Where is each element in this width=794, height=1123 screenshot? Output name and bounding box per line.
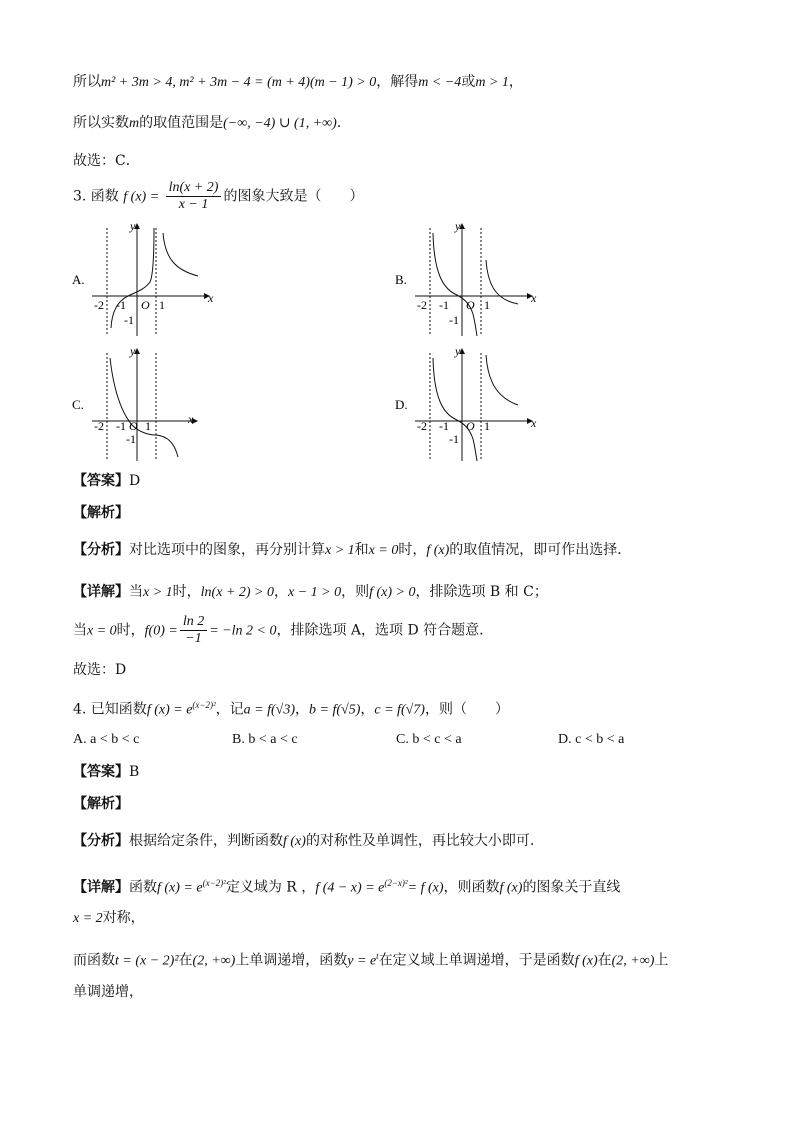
text: 的对称性及单调性，再比较大小即可.: [305, 833, 535, 849]
math-expression: (−∞, −4) ∪ (1, +∞): [223, 116, 337, 131]
math-expression: f (x): [499, 880, 523, 896]
math-expression: y = e: [347, 953, 377, 969]
tick-label: -1: [439, 298, 449, 312]
detail-tag: 【详解】: [73, 584, 129, 600]
text: 3. 函数: [73, 188, 119, 205]
math-expression: = f (x): [407, 880, 444, 896]
text: 时，: [398, 542, 427, 558]
math-expression: a = f(√3): [243, 702, 296, 718]
text: 而函数: [73, 952, 115, 969]
exponent: t: [376, 951, 379, 961]
math-expression: f (x) = e: [146, 702, 193, 718]
math-expression: x = 2: [73, 911, 103, 926]
detail-4-line-4: 单调递增，: [73, 984, 143, 1000]
detail-3-line-2: [73, 614, 484, 648]
option-letter: C.: [72, 397, 84, 412]
answer-4: [73, 762, 139, 782]
x-label: x: [531, 291, 537, 305]
text: 函数: [129, 879, 157, 896]
math-expression: f (4 − x) = e: [315, 880, 385, 896]
text: 在: [178, 952, 193, 969]
option-d: D. c < b < a: [558, 732, 625, 747]
tick-label: -1: [439, 419, 449, 433]
text: 的图象大致是（ ）: [223, 188, 364, 205]
math-expression: m > 1: [475, 75, 509, 90]
tick-label: -1: [449, 432, 459, 446]
text: 或: [461, 74, 476, 90]
curve: [110, 358, 178, 457]
math-expression: f(0) =: [144, 623, 178, 639]
text: ．: [336, 115, 351, 131]
detail-tag: 【详解】: [73, 879, 129, 896]
x-label: x: [208, 291, 214, 305]
analysis-tag: 【分析】: [73, 542, 129, 558]
analysis-tag: 【分析】: [73, 833, 129, 849]
math-expression: m: [129, 116, 140, 131]
math-expression: = −ln 2 < 0: [209, 623, 277, 639]
answer-tag: 【答案】: [73, 473, 129, 489]
math-expression: c = f(√7): [374, 702, 425, 718]
math-expression: m² + 3m > 4, m² + 3m − 4 = (m + 4)(m − 1) > 0: [101, 75, 377, 90]
text: 对称，: [102, 910, 145, 926]
numerator: ln 2: [180, 614, 207, 631]
tick-label: -2: [94, 298, 104, 312]
graph-option-c: [70, 343, 220, 463]
tick-label: 1: [145, 419, 151, 433]
text: 的图象关于直线: [522, 879, 621, 896]
question-3: [73, 180, 363, 214]
exponent: (x−2)²: [202, 878, 226, 888]
fraction: [180, 614, 207, 647]
math-expression: x = 0: [87, 623, 117, 639]
option-a: A. a < b < c: [73, 732, 140, 747]
text: 的取值范围是: [139, 115, 224, 131]
analysis-4: [73, 831, 534, 852]
solution-line-1: [73, 72, 523, 93]
math-expression: ln(x + 2) > 0: [200, 585, 274, 600]
answer-tag: 【答案】: [73, 764, 129, 780]
math-expression: (2, +∞): [192, 953, 236, 969]
x-label: x: [188, 412, 194, 426]
text: 定义域为 R ，: [225, 879, 316, 896]
math-expression: f (x) = e: [157, 880, 203, 896]
math-expression: f (x): [426, 543, 450, 558]
math-expression: x = 0: [368, 543, 399, 558]
choice-line-2: 故选：C．: [73, 153, 140, 169]
math-expression: f (x) =: [123, 189, 160, 205]
question-4: [73, 695, 509, 721]
math-expression: x − 1 > 0: [288, 585, 342, 600]
y-label: y: [130, 219, 136, 233]
text: 4. 已知函数: [73, 701, 147, 718]
text: ，: [295, 701, 310, 718]
origin-label: O: [466, 419, 475, 433]
analysis-3: [73, 540, 631, 561]
text: ，排除选项 B 和 C；: [415, 584, 548, 600]
math-expression: x > 1: [325, 543, 355, 558]
tick-label: -1: [126, 432, 136, 446]
tick-label: -2: [417, 419, 427, 433]
text: 根据给定条件，判断函数: [129, 833, 283, 849]
exponent: (2−x)²: [384, 878, 408, 888]
text: 对比选项中的图象，再分别计算: [129, 542, 325, 558]
text: 在定义域上单调递增，于是函数: [378, 952, 575, 969]
tick-label: -1: [116, 298, 126, 312]
text: 的取值情况，即可作出选择．: [449, 542, 632, 558]
answer-3: [73, 471, 140, 491]
numerator: ln(x + 2): [166, 180, 222, 197]
math-expression: x > 1: [143, 585, 173, 600]
math-expression: m < −4: [418, 75, 462, 90]
denominator: −1: [185, 631, 202, 646]
answer-value: B: [129, 764, 140, 780]
choice-line-3: 故选：D: [73, 662, 127, 678]
curve-right: [163, 233, 198, 276]
text: ，则函数: [443, 879, 500, 896]
math-expression: f (x) > 0: [369, 585, 416, 600]
text: 上: [654, 952, 669, 969]
tick-label: -1: [116, 419, 126, 433]
analysis-heading-3: 【解析】: [73, 505, 129, 521]
text: 当: [129, 584, 143, 600]
math-expression: f (x): [574, 953, 598, 969]
tick-label: -2: [94, 419, 104, 433]
x-label: x: [531, 416, 537, 430]
text: ，记: [215, 701, 244, 718]
text: ，: [274, 584, 288, 600]
text: ，: [360, 701, 375, 718]
origin-label: O: [129, 419, 138, 433]
fraction: [166, 180, 222, 213]
text: 所以: [73, 74, 101, 90]
tick-label: -1: [124, 313, 134, 327]
tick-label: 1: [159, 298, 165, 312]
option-b: B. b < a < c: [232, 732, 298, 747]
detail-3-line-1: [73, 582, 548, 603]
math-expression: b = f(√5): [309, 702, 361, 718]
detail-4-line-2: [73, 908, 145, 929]
graph-option-b: [393, 218, 543, 338]
option-letter: B.: [395, 272, 407, 287]
tick-label: 1: [484, 419, 490, 433]
option-letter: D.: [395, 397, 408, 412]
detail-4-line-1: [73, 873, 620, 899]
exponent: (x−2)²: [192, 700, 216, 710]
option-letter: A.: [72, 272, 85, 287]
text: 上单调递增，函数: [235, 952, 348, 969]
text: 当: [73, 622, 87, 639]
solution-line-2: [73, 113, 351, 134]
option-c: C. b < c < a: [396, 732, 462, 747]
text: ，排除选项 A，选项 D 符合题意.: [276, 622, 484, 639]
curve-right: [486, 260, 518, 304]
y-label: y: [455, 219, 461, 233]
math-expression: t = (x − 2)²: [115, 953, 179, 969]
origin-label: O: [141, 298, 150, 312]
text: 和: [354, 542, 369, 558]
denominator: x − 1: [178, 197, 209, 212]
text: ，: [508, 74, 523, 90]
tick-label: -2: [417, 298, 427, 312]
curve-right: [486, 355, 518, 405]
y-label: y: [130, 344, 136, 358]
text: ，解得: [376, 74, 419, 90]
tick-label: -1: [449, 313, 459, 327]
graph-option-d: [393, 343, 543, 463]
text: 在: [597, 952, 612, 969]
math-expression: f (x): [283, 834, 306, 849]
origin-label: O: [466, 298, 475, 312]
analysis-heading-4: 【解析】: [73, 796, 129, 812]
text: 时，: [116, 622, 145, 639]
text: ，则（ ）: [424, 701, 509, 718]
answer-value: D: [129, 473, 141, 489]
text: ，则: [341, 584, 370, 600]
text: 时，: [172, 584, 201, 600]
text: 所以实数: [73, 115, 129, 131]
graph-option-a: [70, 218, 220, 338]
tick-label: 1: [484, 298, 490, 312]
detail-4-line-3: [73, 946, 668, 972]
y-label: y: [455, 344, 461, 358]
math-expression: (2, +∞): [611, 953, 655, 969]
